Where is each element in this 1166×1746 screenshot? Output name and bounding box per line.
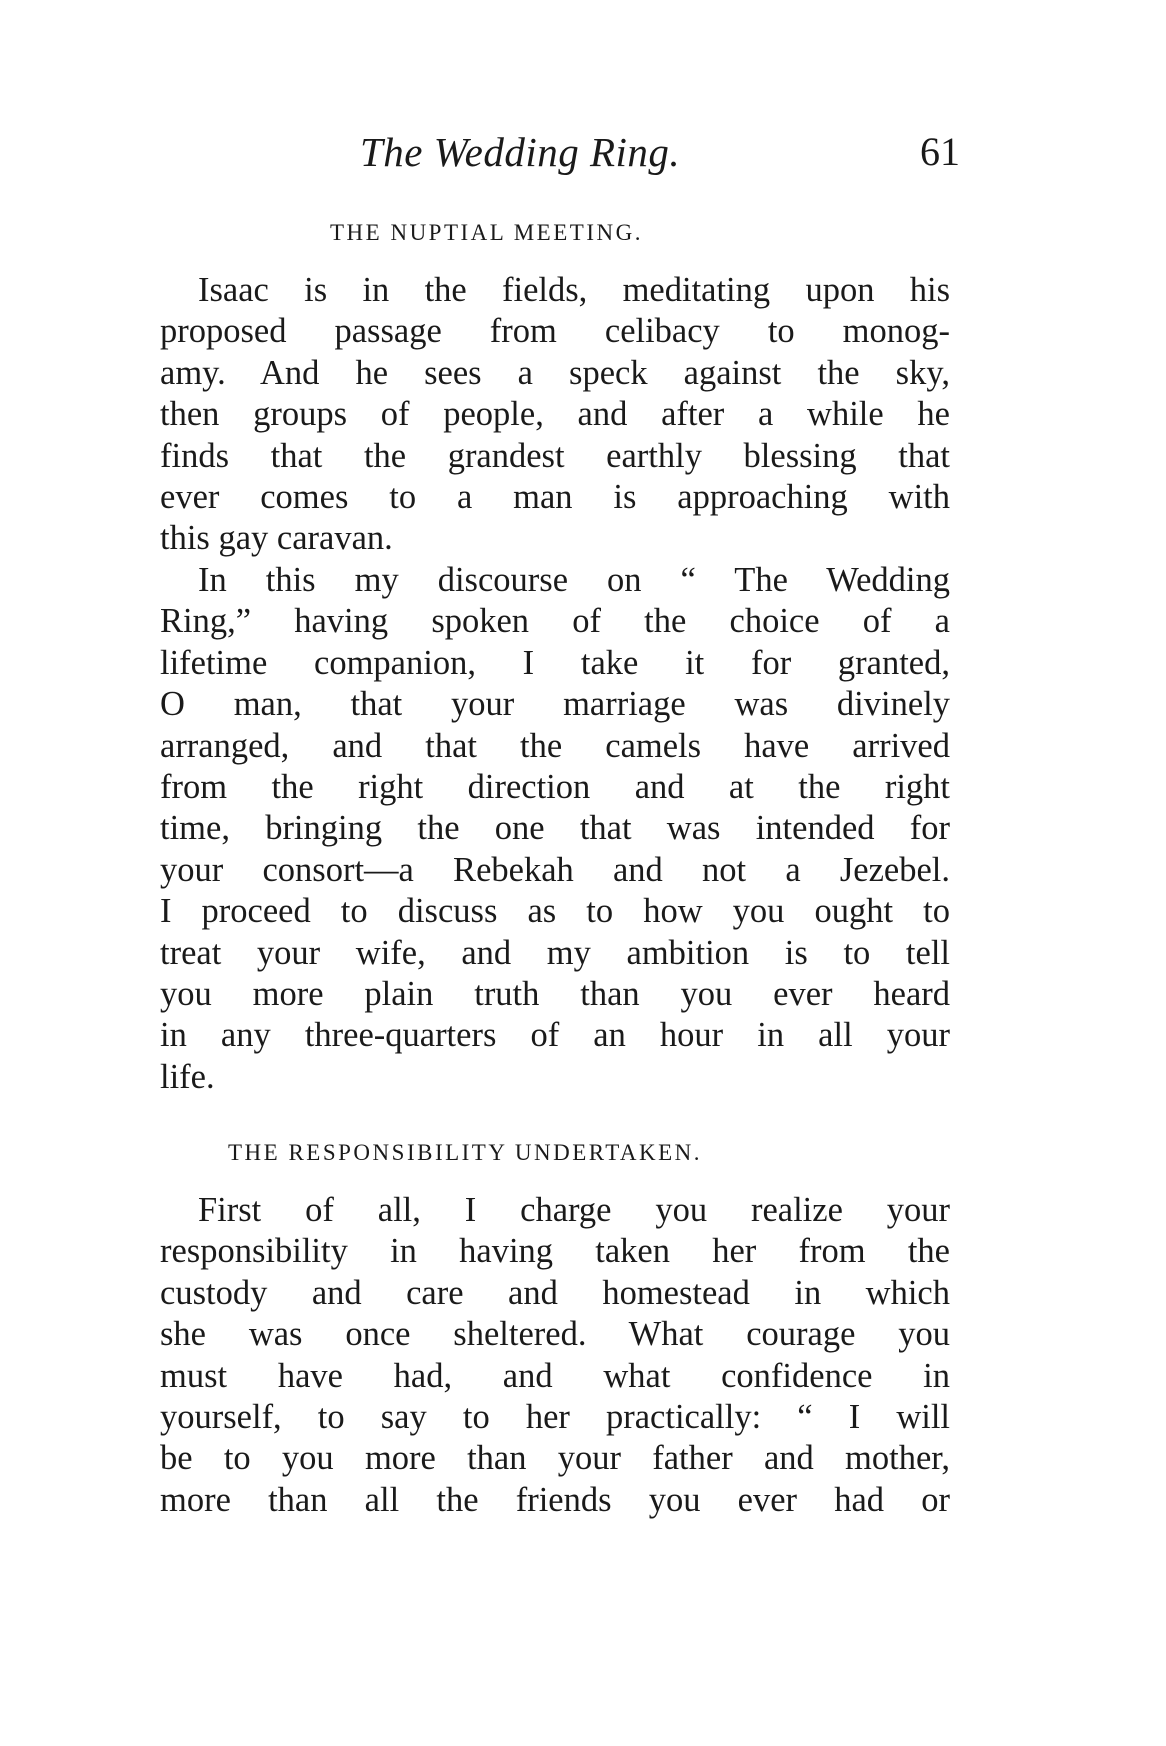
text-line: life. (160, 1057, 215, 1096)
text-line: be to you more than your father and mother, (160, 1439, 950, 1478)
text-line: O man, that your marriage was divinely (160, 685, 950, 724)
text-line: lifetime companion, I take it for granted, (160, 643, 950, 682)
text-line: from the right direction and at the right (160, 767, 950, 806)
text-line: your consort—a Rebekah and not a Jezebel. (160, 850, 950, 889)
text-line: more than all the friends you ever had or (160, 1480, 950, 1519)
paragraph (160, 1190, 950, 1521)
paragraph (160, 560, 950, 1098)
text-line: treat your wife, and my ambition is to tell (160, 933, 950, 972)
section-heading-responsibility-undertaken: THE RESPONSIBILITY UNDERTAKEN. (228, 1140, 703, 1165)
running-title: The Wedding Ring. (360, 129, 681, 175)
text-line: this gay caravan. (160, 519, 393, 558)
text-line: finds that the grandest earthly blessing that (160, 436, 950, 475)
paragraph (160, 270, 950, 560)
text-line: In this my discourse on “ The Wedding (198, 561, 950, 599)
text-line: responsibility in having taken her from the (160, 1232, 950, 1271)
text-line: then groups of people, and after a while he (160, 395, 950, 434)
page-number: 61 (920, 129, 960, 174)
text-line: you more plain truth than you ever heard (160, 974, 950, 1013)
text-line: amy. And he sees a speck against the sky, (160, 353, 950, 392)
text-line: arranged, and that the camels have arrived (160, 726, 950, 765)
text-line: must have had, and what confidence in (160, 1356, 950, 1395)
text-line: ever comes to a man is approaching with (160, 477, 950, 516)
running-head (160, 128, 960, 188)
text-line: Ring,” having spoken of the choice of a (160, 602, 950, 641)
text-line: Isaac is in the fields, meditating upon his (198, 271, 950, 309)
text-line: she was once sheltered. What courage you (160, 1315, 950, 1354)
section-heading-nuptial-meeting: THE NUPTIAL MEETING. (330, 220, 643, 245)
text-line: First of all, I charge you realize your (198, 1191, 950, 1229)
text-line: yourself, to say to her practically: “ I will (160, 1397, 950, 1436)
text-line: time, bringing the one that was intended for (160, 809, 950, 848)
text-line: custody and care and homestead in which (160, 1273, 950, 1312)
text-line: proposed passage from celibacy to monog- (160, 312, 950, 351)
text-line: I proceed to discuss as to how you ought to (160, 892, 950, 931)
text-line: in any three-quarters of an hour in all your (160, 1016, 950, 1055)
